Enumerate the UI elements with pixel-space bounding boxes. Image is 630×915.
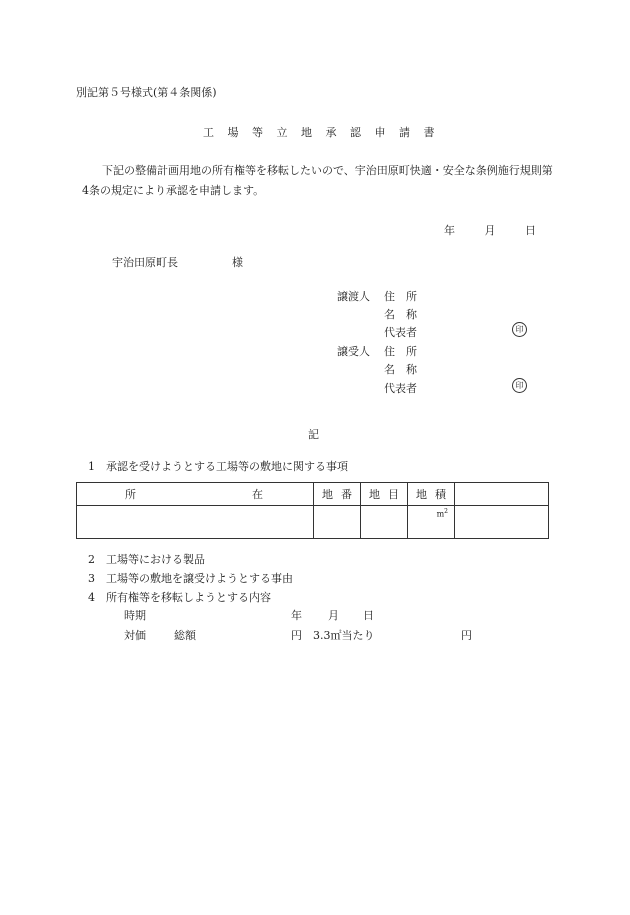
date-month: 月 [484,224,496,237]
timing-label: 時期 [124,609,146,622]
category-header-a: 地 [369,488,380,501]
land-table-row [77,506,549,539]
area-header-a: 地 [416,488,427,501]
location-header [77,483,314,506]
lot-cell[interactable] [314,506,361,539]
location-cell[interactable] [77,506,314,539]
transferor-address-label: 住 所 [384,290,417,303]
per-area-label: 3.3㎡当たり [313,629,375,642]
area-header [408,483,455,506]
area-cell[interactable] [408,506,455,539]
addressee-name: 宇治田原町長 [112,256,178,269]
ki-heading: 記 [308,428,319,441]
transferee-label: 譲受人 [337,345,370,358]
addressee-honorific: 様 [232,256,243,269]
transferee-rep-label: 代表者 [384,382,417,395]
date-year: 年 [444,224,455,237]
location-header-a: 所 [125,488,136,501]
total-yen: 円 [291,629,302,642]
price-label: 対価 [124,629,146,642]
transferor-rep-label: 代表者 [384,326,417,339]
total-label: 総額 [174,629,196,642]
lot-header-b: 番 [341,488,352,501]
lot-header [314,483,361,506]
location-header-b: 在 [252,488,263,501]
document-title: 工場等立地承認申請書 [203,126,448,139]
transferee-seal-mark: 印 [512,378,527,393]
extra-cell[interactable] [455,506,549,539]
extra-header [455,483,549,506]
timing-day: 日 [363,609,374,622]
per-area-yen: 円 [461,629,472,642]
land-table [76,482,549,539]
transferee-name-label: 名 称 [384,363,417,376]
intro-paragraph: 下記の整備計画用地の所有権等を移転したいので、宇治田原町快適・安全な条例施行規則第4条の規定により承認を申請します。 [82,164,553,197]
item-2: 2 工場等における製品 [88,553,205,566]
item-4: 4 所有権等を移転しようとする内容 [88,591,271,604]
date-line [444,222,536,238]
item-3: 3 工場等の敷地を譲受けようとする事由 [88,572,293,585]
area-unit [408,506,454,519]
area-unit-sup: 2 [444,508,448,515]
date-day: 日 [525,224,536,237]
transferor-name-label: 名 称 [384,308,417,321]
land-table-header [77,483,549,506]
area-header-b: 積 [435,488,446,501]
transferor-seal-mark: 印 [512,322,527,337]
form-label: 別記第５号様式(第４条関係) [76,86,217,99]
transferor-label: 譲渡人 [337,290,370,303]
category-header [361,483,408,506]
category-cell[interactable] [361,506,408,539]
category-header-b: 目 [388,488,399,501]
timing-month: 月 [328,609,339,622]
item-1: 1 承認を受けようとする工場等の敷地に関する事項 [88,460,348,473]
transferee-address-label: 住 所 [384,345,417,358]
area-unit-main: m [436,509,445,519]
lot-header-a: 地 [322,488,333,501]
timing-year: 年 [291,609,302,622]
